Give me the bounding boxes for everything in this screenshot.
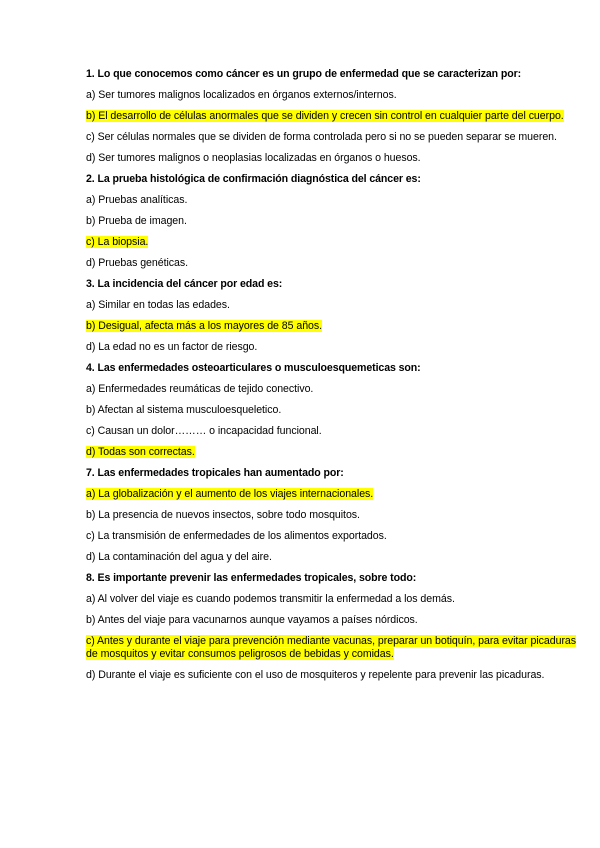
question-2 xyxy=(86,173,576,270)
option-text: c) Ser células normales que se dividen de forma controlada pero si no se pueden separar se mueren. xyxy=(86,131,557,143)
highlighted-answer: c) Antes y durante el viaje para prevención mediante vacunas, preparar un botiquín, para evitar picaduras de mosquitos y evitar consumos peligrosos de bebidas y comidas. xyxy=(86,635,577,660)
option-a xyxy=(86,194,576,207)
option-b xyxy=(86,509,576,522)
option-b xyxy=(86,614,576,627)
option-c xyxy=(86,530,576,543)
option-text: b) Antes del viaje para vacunarnos aunque vayamos a países nórdicos. xyxy=(86,614,418,626)
option-c-answer xyxy=(86,635,576,661)
question-title: 2. La prueba histológica de confirmación diagnóstica del cáncer es: xyxy=(86,173,421,185)
option-d-answer xyxy=(86,446,576,459)
option-a xyxy=(86,299,576,312)
option-a xyxy=(86,89,576,102)
question-7 xyxy=(86,467,576,564)
option-text: a) Pruebas analíticas. xyxy=(86,194,188,206)
option-text: a) Al volver del viaje es cuando podemos transmitir la enfermedad a los demás. xyxy=(86,593,455,605)
highlighted-answer: b) El desarrollo de células anormales que se dividen y crecen sin control en cualquier parte del cuerpo. xyxy=(86,110,564,122)
option-text: d) Pruebas genéticas. xyxy=(86,257,189,269)
document-page xyxy=(86,68,576,690)
option-b xyxy=(86,404,576,417)
option-text: b) La presencia de nuevos insectos, sobre todo mosquitos. xyxy=(86,509,360,521)
option-text: a) Enfermedades reumáticas de tejido conectivo. xyxy=(86,383,314,395)
question-8 xyxy=(86,572,576,682)
option-b-answer xyxy=(86,110,576,123)
option-a xyxy=(86,593,576,606)
option-b-answer xyxy=(86,320,576,333)
option-a xyxy=(86,383,576,396)
option-text: d) La contaminación del agua y del aire. xyxy=(86,551,272,563)
question-3 xyxy=(86,278,576,354)
highlighted-answer: b) Desigual, afecta más a los mayores de 85 años. xyxy=(86,320,323,332)
option-text: b) Afectan al sistema musculoesqueletico. xyxy=(86,404,282,416)
question-1 xyxy=(86,68,576,165)
option-text: c) La transmisión de enfermedades de los alimentos exportados. xyxy=(86,530,387,542)
option-d xyxy=(86,669,576,682)
question-4 xyxy=(86,362,576,459)
option-text: a) Ser tumores malignos localizados en órganos externos/internos. xyxy=(86,89,397,101)
option-text: b) Prueba de imagen. xyxy=(86,215,187,227)
option-b xyxy=(86,215,576,228)
question-title: 7. Las enfermedades tropicales han aumentado por: xyxy=(86,467,344,479)
option-c-answer xyxy=(86,236,576,249)
highlighted-answer: c) La biopsia. xyxy=(86,236,149,248)
highlighted-answer: a) La globalización y el aumento de los viajes internacionales. xyxy=(86,488,374,500)
option-d xyxy=(86,551,576,564)
option-text: d) La edad no es un factor de riesgo. xyxy=(86,341,258,353)
option-c xyxy=(86,425,576,438)
question-title: 1. Lo que conocemos como cáncer es un grupo de enfermedad que se caracterizan por: xyxy=(86,68,522,80)
option-d xyxy=(86,257,576,270)
question-title: 8. Es importante prevenir las enfermedades tropicales, sobre todo: xyxy=(86,572,417,584)
question-title: 4. Las enfermedades osteoarticulares o musculoesquemeticas son: xyxy=(86,362,421,374)
option-text: a) Similar en todas las edades. xyxy=(86,299,230,311)
question-title: 3. La incidencia del cáncer por edad es: xyxy=(86,278,283,290)
option-text: d) Ser tumores malignos o neoplasias localizadas en órganos o huesos. xyxy=(86,152,421,164)
option-text: c) Causan un dolor……… o incapacidad funcional. xyxy=(86,425,322,437)
option-a-answer xyxy=(86,488,576,501)
option-d xyxy=(86,152,576,165)
highlighted-answer: d) Todas son correctas. xyxy=(86,446,195,458)
option-c xyxy=(86,131,576,144)
option-text: d) Durante el viaje es suficiente con el uso de mosquiteros y repelente para prevenir las picaduras. xyxy=(86,669,545,681)
option-d xyxy=(86,341,576,354)
